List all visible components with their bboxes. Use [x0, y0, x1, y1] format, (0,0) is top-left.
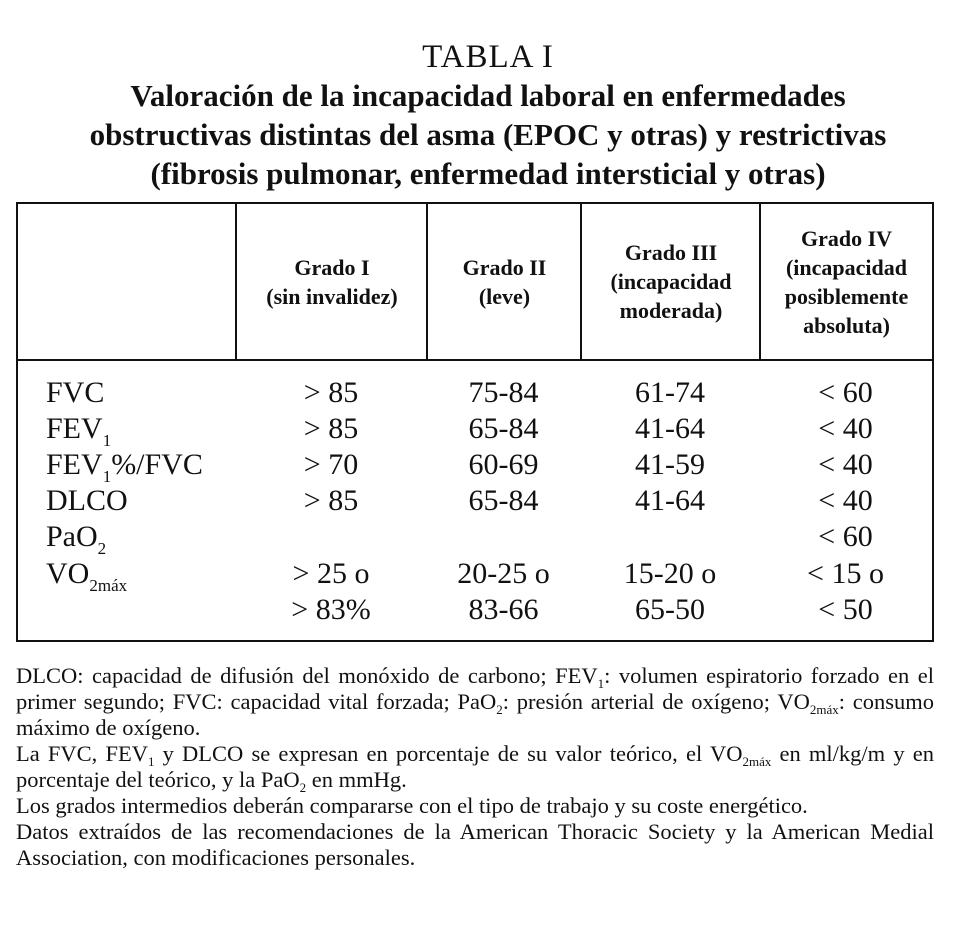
table-row-dlco	[18, 483, 932, 519]
value-grado-3: 41-64	[635, 484, 705, 517]
header-row	[18, 204, 932, 361]
value-grado-4: < 40	[818, 412, 873, 445]
table-body	[18, 361, 932, 640]
note-units: La FVC, $FEV_1$ y DLCO se expresan en porcentaje de su valor teórico, el $VO_{2máx}$ en ml/kg/m y en porcentaje del teórico, y la PaO$_2$ en mmHg.	[16, 741, 934, 795]
note-source: Datos extraídos de las recomendaciones de la American Thoracic Society y la American Medial Association, con modificaciones personales.	[16, 819, 934, 870]
value-grado-3: 41-64	[635, 412, 705, 445]
value-grado-3: 41-59	[635, 448, 705, 481]
table-notes	[16, 663, 934, 871]
value-grado-2: 60-69	[468, 448, 539, 481]
value-grado-2: 83-66	[468, 593, 539, 626]
note-abbreviations: DLCO: capacidad de difusión del monóxido de carbono; $FEV_1$: volumen espiratorio forzado en el primer segundo; FVC: capacidad vital forzada; PaO$_2$: presión arterial de oxígeno; $VO_{2máx}$: consumo máximo de oxígeno.	[16, 663, 934, 740]
value-grado-3: 65-50	[635, 593, 705, 626]
value-grado-3: 61-74	[635, 376, 705, 409]
value-grado-3: 15-20 o	[623, 557, 717, 590]
header-grado-3-line-3: moderada)	[619, 298, 723, 323]
title-block	[0, 38, 976, 193]
table-row-fev1-fvc	[18, 447, 932, 486]
row-label: FVC	[46, 376, 105, 409]
value-grado-4: < 60	[818, 376, 873, 409]
header-grado-1	[235, 204, 427, 359]
table-heading-line-2: obstructivas distintas del asma (EPOC y otras) y restrictivas	[89, 117, 887, 152]
table-row-fev1	[18, 411, 932, 450]
row-label: PaO$_2$	[46, 520, 107, 558]
table-row-fvc	[18, 375, 932, 411]
value-grado-1: > 85	[303, 412, 359, 445]
header-grado-2	[426, 204, 581, 359]
value-grado-4: < 40	[818, 484, 873, 517]
value-grado-4: < 40	[818, 448, 873, 481]
value-grado-2: 65-84	[468, 412, 539, 445]
header-grado-1-line-1: Grado I	[294, 254, 370, 280]
value-grado-2: 20-25 o	[457, 557, 550, 590]
value-grado-1: > 70	[303, 448, 359, 481]
header-grado-1-line-2: (sin invalidez)	[266, 283, 398, 309]
data-table	[16, 202, 934, 642]
header-grado-3-line-1: Grado III	[624, 240, 718, 265]
header-grado-3-line-2: (incapacidad	[610, 269, 732, 294]
table-row-vo2max	[18, 556, 932, 595]
header-grado-4-line-1: Grado IV	[800, 225, 893, 251]
header-grado-2-line-1: Grado II	[462, 254, 547, 280]
value-grado-1: > 83%	[291, 593, 371, 626]
value-grado-1: > 85	[303, 484, 359, 517]
header-grado-4-line-3: posiblemente	[784, 283, 909, 309]
header-grado-4	[759, 204, 932, 359]
header-grado-2-line-2: (leve)	[478, 283, 531, 309]
table-heading-line-3: (fibrosis pulmonar, enfermedad intersticial y otras)	[150, 156, 826, 191]
header-grado-4-line-4: absoluta)	[803, 312, 890, 338]
table-label: TABLA I	[422, 39, 554, 75]
row-label: $FEV_1\%$/FVC	[46, 448, 203, 486]
row-label: $VO_{2máx}$	[46, 557, 128, 595]
note-intermediate-grades: Los grados intermedios deberán compararse con el tipo de trabajo y su coste energético.	[16, 793, 808, 818]
row-label: $FEV_1$	[46, 412, 112, 450]
header-grado-3	[580, 204, 760, 359]
table-row-vo2max-percent	[18, 592, 932, 628]
header-grado-4-line-2: (incapacidad	[785, 254, 907, 280]
value-grado-1: > 85	[303, 376, 359, 409]
table-heading-line-1: Valoración de la incapacidad laboral en enfermedades	[130, 78, 846, 113]
value-grado-2: 75-84	[468, 376, 539, 409]
value-grado-2: 65-84	[468, 484, 539, 517]
table-row-pao2	[18, 519, 932, 558]
value-grado-4: < 60	[818, 520, 873, 553]
value-grado-4: < 15 o	[807, 557, 884, 590]
table-heading	[0, 76, 976, 193]
header-cell-empty	[18, 204, 236, 359]
value-grado-1: > 25 o	[292, 557, 370, 590]
value-grado-4: < 50	[818, 593, 873, 626]
row-label: DLCO	[46, 484, 128, 517]
